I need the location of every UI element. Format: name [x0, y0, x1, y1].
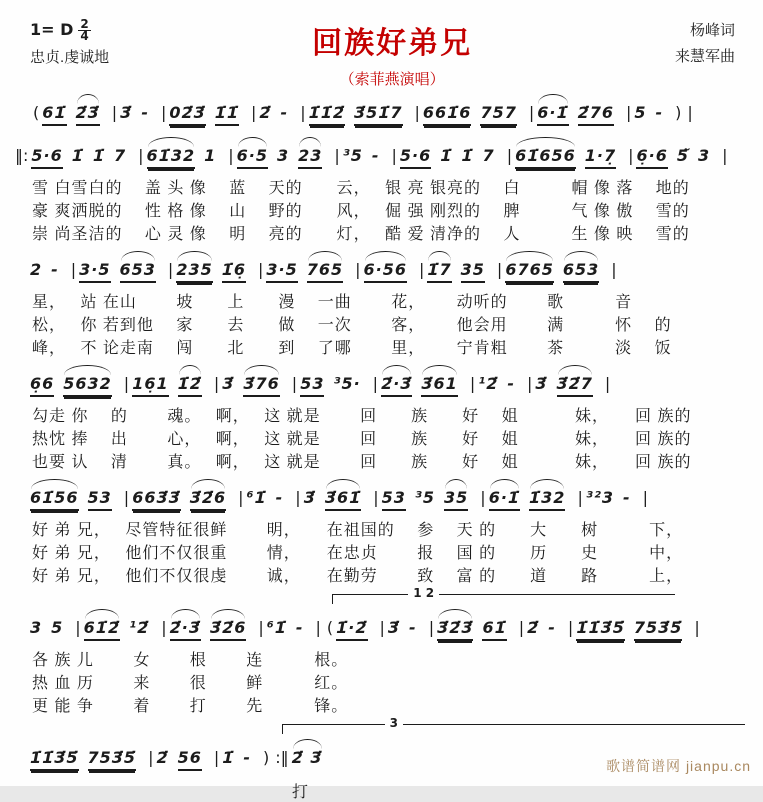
watermark: 歌谱简谱网 jianpu.cn — [606, 758, 751, 774]
note-group: 3̇2̇7 — [557, 374, 593, 397]
note-group: ³5 — [342, 146, 363, 165]
lyric-row: 也要 认 清 真。 啊， 这 就是 回 族 好 姐 妹， 回 族的 — [32, 454, 692, 471]
note-group: 753̇5̇ — [634, 618, 683, 641]
note-group: 23 — [298, 146, 322, 169]
barline: | — [213, 374, 220, 393]
music-line-3 — [0, 246, 763, 289]
music-line-4 — [0, 360, 763, 403]
lyric-row: 松， 你 若到他 家 去 做 一次 客， 他会用 满 怀 的 — [32, 317, 672, 334]
lyrics-block-5 — [0, 647, 763, 718]
lyric-row: 好 弟 兄， 他们不仅很虔 诚， 在勤劳 致 富 的 道 路 上， — [32, 568, 684, 585]
note-group: 3·5 — [79, 260, 110, 283]
note-group: - — [51, 260, 59, 279]
note-group: 1̇ — [461, 146, 474, 165]
barline: | — [334, 146, 340, 165]
note-group: 757 — [480, 103, 516, 126]
note-group: 56 — [178, 748, 202, 771]
barline: ( — [326, 618, 334, 637]
note-group: 1̇7 — [427, 260, 451, 283]
barline: | — [687, 103, 693, 122]
note-group: 3̇ — [120, 103, 133, 122]
note-group: 3̇2̇6 — [210, 618, 246, 641]
bottom-lyric: 打 — [292, 784, 309, 801]
lyrics-block-1 — [0, 175, 763, 246]
note-group: 3̇ — [222, 374, 235, 393]
barline: | — [428, 618, 435, 637]
lyrics-block-2 — [0, 289, 763, 360]
song-title: 回族好弟兄 — [312, 27, 473, 60]
barline: | — [355, 260, 361, 279]
barline: | — [391, 146, 397, 165]
note-group: 3̇2̇3̇ — [437, 618, 473, 641]
note-group: - — [409, 618, 417, 637]
lyric-row: 勾走 你 的 魂。 啊， 这 就是 回 族 好 姐 妹， 回 族的 — [32, 408, 692, 425]
barline: | — [611, 260, 617, 279]
note-group: 1̇6̣ — [222, 260, 246, 283]
barline: | — [251, 103, 257, 122]
note-group: 5·6 — [400, 146, 431, 169]
barline: | — [160, 103, 167, 122]
note-group: - — [622, 488, 631, 507]
note-group: 2̇76 — [578, 103, 614, 126]
note-group: 61̇656 — [515, 146, 576, 169]
barline: :‖ — [275, 748, 289, 767]
lyric-row: 峰， 不 论走南 闯 北 到 了哪 里， 宁肯粗 茶 淡 饭 — [32, 340, 672, 357]
barline: | — [526, 374, 533, 393]
note-group: 3̇51̇7 — [354, 103, 403, 126]
barline: | — [258, 618, 264, 637]
barline: | — [528, 103, 535, 122]
note-group: 1̇2̇ — [178, 374, 202, 397]
note-group: 53 — [300, 374, 324, 397]
note-group: 5 — [51, 618, 64, 637]
barline: | — [372, 374, 379, 393]
music-line-5 — [0, 474, 763, 517]
note-group: ¹2̇ — [129, 618, 150, 637]
note-group: 1̇1̇3̇5̇ — [30, 748, 79, 771]
lyric-row: 热忱 捧 出 心， 啊， 这 就是 回 族 好 姐 妹， 回 族的 — [32, 431, 692, 448]
note-group: 1̇ — [71, 146, 84, 165]
barline: | — [379, 618, 385, 637]
note-group: 3 — [30, 618, 43, 637]
lyric-row: 星， 站 在山 坡 上 漫 一曲 花， 动听的 歌 音 — [32, 294, 633, 311]
volta-label-1-2: 1 2 — [408, 586, 439, 600]
note-group: 6765 — [505, 260, 554, 283]
barline: | — [161, 618, 167, 637]
volta-bracket-3 — [282, 716, 745, 734]
barline: | — [414, 103, 420, 122]
meter-numerator: 2 — [80, 16, 89, 31]
tempo-marking: 忠贞.虔诚地 — [30, 49, 110, 66]
note-group: 3̇76 — [243, 374, 279, 397]
note-group: - — [655, 103, 664, 122]
barline: | — [123, 374, 130, 393]
lyric-row: 好 弟 兄， 尽管特征很鲜 明， 在祖国的 参 天 的 大 树 下， — [32, 522, 684, 539]
barline: ) — [263, 748, 270, 767]
barline: | — [722, 146, 728, 165]
note-group: ³²3 — [585, 488, 614, 507]
note-group: ³5 — [414, 488, 436, 507]
meter-denominator: 4 — [80, 28, 89, 43]
note-group: 7 — [114, 146, 127, 165]
barline: | — [315, 618, 321, 637]
note-group: 6̣6 — [30, 374, 54, 397]
note-group: 6·5 — [237, 146, 268, 169]
note-group: 2̇3̇ — [76, 103, 100, 126]
barline: | — [567, 618, 574, 637]
note-group: 61̇2̇ — [84, 618, 120, 641]
lyric-row: 更 能 争 着 打 先 锋。 — [32, 698, 349, 715]
note-group: 661̇6 — [423, 103, 472, 126]
note-group: 2̇·3̇ — [170, 618, 201, 641]
barline: | — [257, 260, 264, 279]
note-group: 3̇ — [535, 374, 548, 393]
note-group: 3̇ — [387, 618, 401, 637]
barline: | — [228, 146, 234, 165]
barline: | — [70, 260, 77, 279]
barline: | — [577, 488, 583, 507]
note-group: 3̇61̇ — [325, 488, 361, 511]
note-group: 765 — [307, 260, 343, 283]
barline: | — [75, 618, 81, 637]
lyric-row: 崇 尚圣洁的 心 灵 像 明 亮的 灯， 酷 爱 清净的 人 生 像 映 雪的 — [32, 226, 690, 243]
barline: | — [167, 260, 174, 279]
barline: | — [238, 488, 244, 507]
key-text: 1= D — [30, 20, 74, 39]
barline: ‖: — [15, 146, 29, 165]
note-group: - — [507, 374, 515, 393]
composer-credit: 来慧军曲 — [674, 48, 735, 65]
barline: | — [506, 146, 513, 165]
note-group: ¹2̇ — [478, 374, 499, 393]
music-line-6 — [0, 604, 763, 647]
credits-block — [675, 18, 735, 89]
note-group: ⁶1̇ — [246, 488, 267, 507]
barline: | — [469, 374, 476, 393]
note-group: 6·56 — [364, 260, 407, 283]
barline: | — [213, 748, 220, 767]
note-group: 61̇56 — [30, 488, 79, 511]
note-group: 6·1̇ — [489, 488, 520, 511]
barline: | — [480, 488, 486, 507]
barline: | — [694, 618, 700, 637]
barline: | — [642, 488, 649, 507]
note-group: 3̇61 — [421, 374, 457, 397]
note-group: 1̇ — [92, 146, 106, 165]
key-signature — [30, 18, 109, 42]
lyrics-block-4 — [0, 517, 763, 588]
note-group: 235 — [176, 260, 212, 283]
time-signature — [78, 16, 90, 43]
note-group: 3̇2̇6 — [190, 488, 226, 511]
note-group: 1̇1̇3̇5̇ — [576, 618, 625, 641]
note-group: 663̇3̇ — [132, 488, 181, 511]
note-group: 1̇32 — [529, 488, 565, 511]
barline: ( — [33, 103, 40, 122]
note-group: 35 — [444, 488, 468, 511]
note-group: 61̇ — [482, 618, 506, 641]
note-group: 2̇ 3̇ — [291, 748, 323, 767]
note-group: 5632 — [63, 374, 112, 397]
note-group: 5·6 — [31, 146, 62, 169]
note-group: 5̃ — [676, 146, 689, 165]
header — [0, 0, 763, 89]
lyric-row: 雪 白雪白的 盖 头 像 蓝 天的 云， 银 亮 银亮的 白 帽 像 落 地的 — [32, 180, 690, 197]
note-group: - — [548, 618, 556, 637]
key-tempo-block — [30, 18, 109, 89]
note-group: 3 — [697, 146, 711, 165]
barline: | — [291, 374, 298, 393]
note-group: 7 — [482, 146, 495, 165]
note-group: 653 — [563, 260, 599, 283]
note-group: - — [243, 748, 252, 767]
music-line-1 — [0, 89, 763, 132]
note-group: - — [295, 618, 304, 637]
note-group: 753̇5̇ — [88, 748, 137, 771]
note-group: - — [371, 146, 380, 165]
note-group: 1̇1̇2̇ — [309, 103, 345, 126]
note-group: 2 — [30, 260, 43, 279]
note-group: 1̇ — [222, 748, 235, 767]
lyric-row: 豪 爽洒脱的 性 格 像 山 野的 风， 倔 强 刚烈的 脾 气 像 傲 雪的 — [32, 203, 690, 220]
barline: | — [496, 260, 503, 279]
barline: | — [518, 618, 525, 637]
barline: | — [123, 488, 130, 507]
note-group: ³5· — [333, 374, 361, 393]
note-group: 3̇ — [303, 488, 316, 507]
note-group: 1̇ — [440, 146, 453, 165]
lyricist-credit: 杨峰词 — [689, 22, 735, 39]
note-group: 2̇ — [156, 748, 169, 767]
note-group: 61̇32 — [147, 146, 196, 169]
note-group: 16̣1 — [132, 374, 168, 397]
note-group: 3·5 — [266, 260, 297, 283]
barline: | — [300, 103, 306, 122]
note-group: 1·7̣ — [585, 146, 616, 169]
note-group: 3 — [276, 146, 290, 165]
note-group: - — [141, 103, 149, 122]
barline: | — [373, 488, 379, 507]
note-group: - — [275, 488, 284, 507]
note-group: 1̇1̇ — [215, 103, 239, 126]
lyric-row: 各 族 儿 女 根 连 根。 — [32, 652, 349, 669]
lyric-row: 好 弟 兄， 他们不仅很重 情， 在忠贞 报 国 的 历 史 中， — [32, 545, 684, 562]
note-group: 1̇·2̇ — [336, 618, 367, 641]
note-group: 2̇·3̇ — [381, 374, 412, 397]
note-group: 5 — [634, 103, 647, 122]
note-group: ⁶1̇ — [266, 618, 287, 637]
note-group: 61̇ — [42, 103, 66, 126]
note-group: 653 — [120, 260, 156, 283]
note-group: 2̇ — [527, 618, 540, 637]
performer-subtitle: （索菲燕演唱） — [339, 71, 445, 88]
lyrics-block-3 — [0, 403, 763, 474]
lyric-row: 热 血 历 来 很 鲜 红。 — [32, 675, 349, 692]
barline: | — [604, 374, 611, 393]
barline: | — [419, 260, 425, 279]
note-group: 53 — [88, 488, 112, 511]
barline: | — [111, 103, 118, 122]
note-group: 6̣·6 — [636, 146, 667, 169]
note-group: 2̇ — [259, 103, 272, 122]
note-group: 35 — [461, 260, 485, 283]
title-block — [109, 18, 675, 89]
barline: ) — [675, 103, 682, 122]
note-group: 02̇3̇ — [169, 103, 205, 126]
volta-label-3: 3 — [385, 716, 403, 730]
note-group: 6·1̇ — [537, 103, 568, 126]
music-line-2 — [0, 132, 763, 175]
barline: | — [628, 146, 634, 165]
volta-bracket-1-2 — [332, 586, 675, 604]
barline: | — [138, 146, 144, 165]
barline: | — [625, 103, 632, 122]
barline: | — [295, 488, 301, 507]
note-group: - — [280, 103, 289, 122]
note-group: 1 — [204, 146, 217, 165]
note-group: 53 — [382, 488, 406, 511]
barline: | — [148, 748, 154, 767]
